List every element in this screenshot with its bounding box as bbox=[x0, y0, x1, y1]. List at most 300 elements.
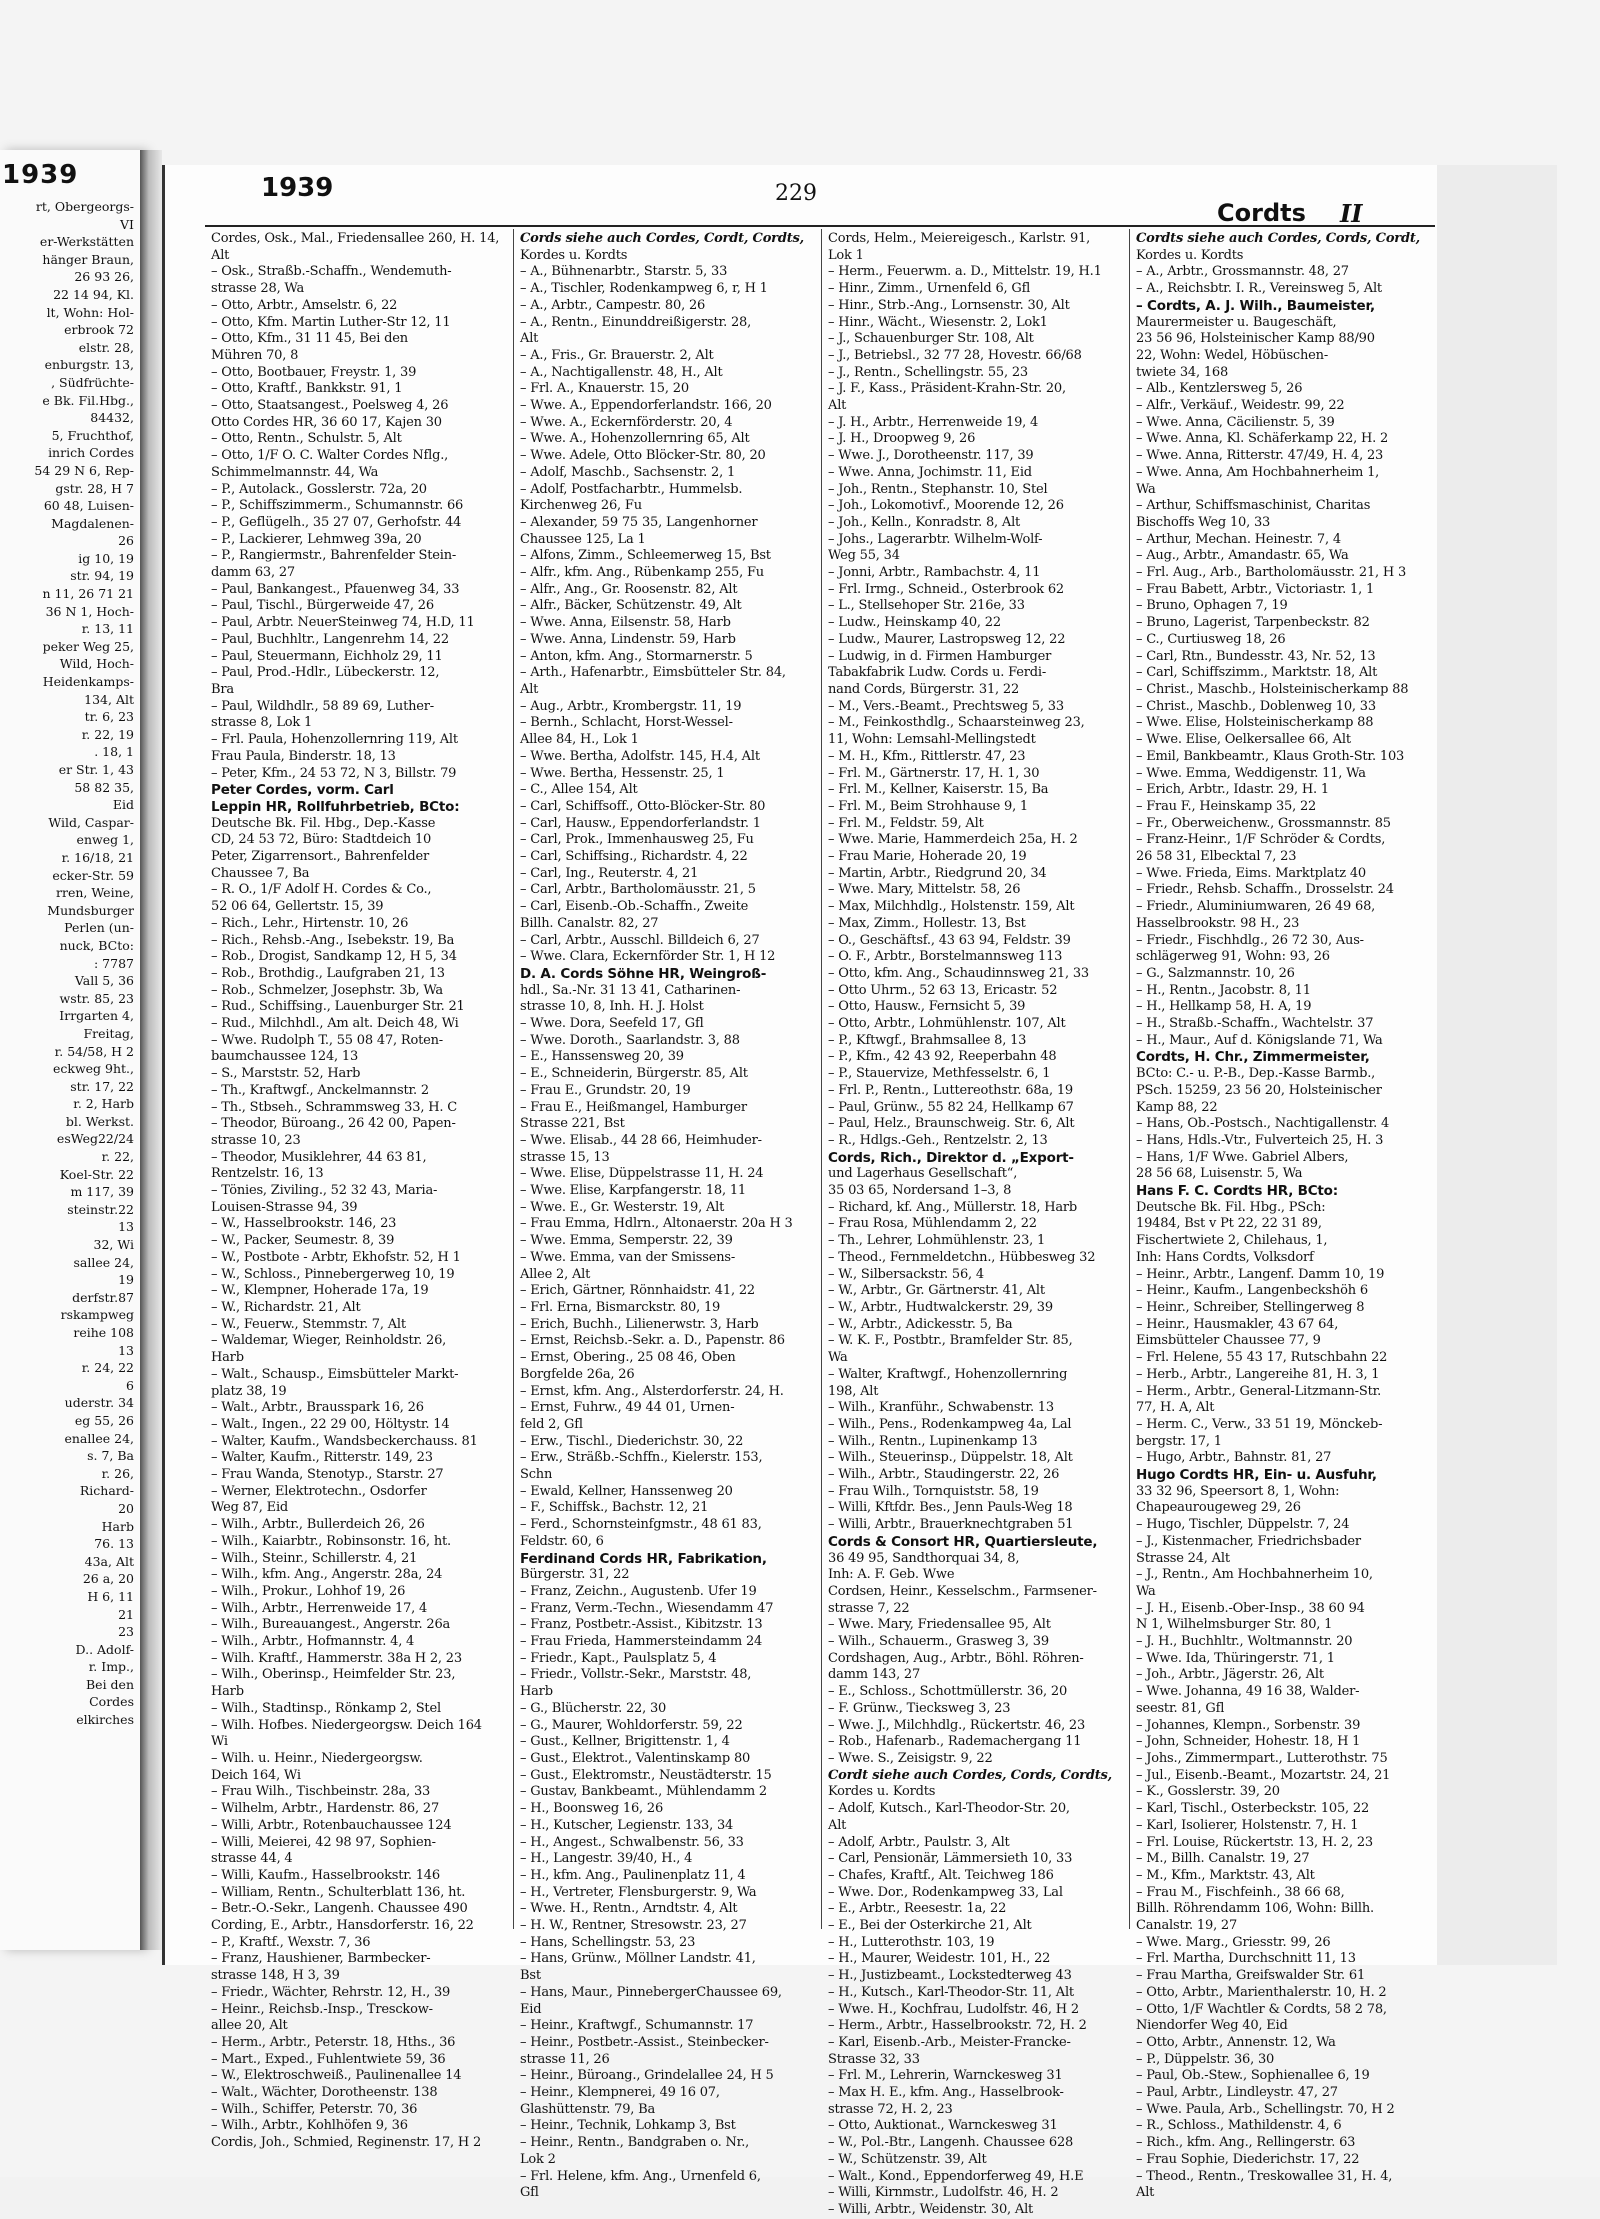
directory-entry-line: – O., Geschäftsf., 43 63 94, Feldstr. 39 bbox=[828, 932, 1071, 948]
adjacent-page-line: s. 7, Ba bbox=[87, 1448, 134, 1464]
directory-entry-line: 19484, Bst v Pt 22, 22 31 89, bbox=[1136, 1216, 1322, 1232]
directory-entry-line: – Willi, Arbtr., Weidenstr. 30, Alt bbox=[828, 2201, 1034, 2217]
directory-entry-line: – Walt., Wächter, Dorotheenstr. 138 bbox=[211, 2085, 438, 2101]
adjacent-page-line: r. 22, bbox=[101, 1149, 134, 1165]
directory-entry-line: – Ernst, Reichsb.-Sekr. a. D., Papenstr. 86 bbox=[520, 1333, 785, 1349]
directory-entry-line: – Joh., Arbtr., Jägerstr. 26, Alt bbox=[1136, 1667, 1324, 1683]
directory-entry-line: – Rob., Brothdig., Laufgraben 21, 13 bbox=[211, 965, 445, 981]
directory-entry-line: schlägerweg 91, Wohn: 93, 26 bbox=[1136, 949, 1330, 965]
directory-entry-line: – Frl. Louise, Rückertstr. 13, H. 2, 23 bbox=[1136, 1834, 1373, 1850]
adjacent-page-line: 13 bbox=[118, 1219, 134, 1235]
directory-entry-line: Peter, Zigarrensort., Bahrenfelder bbox=[211, 849, 429, 865]
adjacent-page-line: 6 bbox=[126, 1377, 134, 1393]
adjacent-page-line: Magdalenen- bbox=[51, 515, 134, 531]
directory-entry-line: Cords & Consort HR, Quartiersleute, bbox=[828, 1533, 1098, 1550]
directory-entry-line: – Wwe. Elise, Holsteinischerkamp 88 bbox=[1136, 715, 1374, 731]
directory-entry-line: – Johs., Zimmermpart., Lutterothstr. 75 bbox=[1136, 1750, 1388, 1766]
directory-entry-line: – Herb., Arbtr., Langereihe 81, H. 3, 1 bbox=[1136, 1366, 1380, 1382]
directory-entry-line: – Wilh., Arbtr., Herrenweide 17, 4 bbox=[211, 1600, 428, 1616]
adjacent-page-line: Cordes bbox=[89, 1694, 134, 1710]
directory-entry-line: Gfl bbox=[520, 2185, 539, 2201]
directory-entry-line: Cords siehe auch Cordes, Cordt, Cordts, bbox=[520, 231, 804, 246]
directory-entry-line: Borgfelde 26a, 26 bbox=[520, 1366, 635, 1382]
directory-entry-line: – J., Rentn., Am Hochbahnerheim 10, bbox=[1136, 1567, 1373, 1583]
directory-entry-line: Wa bbox=[828, 1350, 848, 1366]
directory-entry-line: – Paul, Arbtr. NeuerSteinweg 74, H.D, 11 bbox=[211, 615, 475, 631]
directory-entry-line: – Wilh., Steuerinsp., Düppelstr. 18, Alt bbox=[828, 1450, 1073, 1466]
directory-entry-line: – Wwe. E., Gr. Westerstr. 19, Alt bbox=[520, 1199, 725, 1215]
directory-entry-line: – Herm. C., Verw., 33 51 19, Mönckeb- bbox=[1136, 1416, 1383, 1432]
directory-entry-line: – P., Kfm., 42 43 92, Reeperbahn 48 bbox=[828, 1049, 1057, 1065]
directory-entry-line: – W., Postbote - Arbtr, Ekhofstr. 52, H 1 bbox=[211, 1249, 461, 1265]
directory-entry-line: feld 2, Gfl bbox=[520, 1416, 583, 1432]
directory-entry-line: – W., Packer, Seumestr. 8, 39 bbox=[211, 1233, 395, 1249]
directory-entry-line: – P., Rangiermstr., Bahrenfelder Stein- bbox=[211, 548, 457, 564]
directory-entry-line: 52 06 64, Gellertstr. 15, 39 bbox=[211, 899, 384, 915]
directory-entry-line: – Wilh., Rentn., Lupinenkamp 13 bbox=[828, 1433, 1038, 1449]
directory-entry-line: – Werner, Elektrotechn., Osdorfer bbox=[211, 1483, 427, 1499]
directory-entry-line: – Walter, Kraftwgf., Hohenzollernring bbox=[828, 1366, 1068, 1382]
directory-entry-line: Harb bbox=[211, 1350, 244, 1366]
running-head-volume: II bbox=[1340, 199, 1363, 228]
directory-entry-line: – W., Feuerw., Stemmstr. 7, Alt bbox=[211, 1316, 406, 1332]
adjacent-page-line: sallee 24, bbox=[73, 1254, 134, 1270]
adjacent-page-line: enallee 24, bbox=[64, 1430, 134, 1446]
directory-entry-line: – F., Schiffsk., Bachstr. 12, 21 bbox=[520, 1500, 709, 1516]
directory-entry-line: – Heinr., Technik, Lohkamp 3, Bst bbox=[520, 2118, 736, 2134]
adjacent-page-line: ecker-Str. 59 bbox=[52, 867, 134, 883]
directory-entry-line: – Arth., Hafenarbtr., Eimsbütteler Str. 84, bbox=[520, 665, 786, 681]
directory-entry-line: hdl., Sa.-Nr. 31 13 41, Catharinen- bbox=[520, 982, 741, 998]
adjacent-page-line: Richard- bbox=[79, 1483, 134, 1499]
adjacent-page-line: : 7787 bbox=[94, 955, 134, 971]
directory-entry-line: – Bruno, Ophagen 7, 19 bbox=[1136, 598, 1288, 614]
adjacent-page-line: 58 82 35, bbox=[74, 779, 134, 795]
directory-entry-line: Chaussee 125, La 1 bbox=[520, 531, 646, 547]
directory-entry-line: – Frl. M., Gärtnerstr. 17, H. 1, 30 bbox=[828, 765, 1040, 781]
directory-entry-line: – Willi, Arbtr., Brauerknechtgraben 51 bbox=[828, 1517, 1074, 1533]
directory-entry-line: Hugo Cordts HR, Ein- u. Ausfuhr, bbox=[1136, 1467, 1377, 1484]
directory-entry-line: – Ernst, Fuhrw., 49 44 01, Urnen- bbox=[520, 1400, 735, 1416]
adjacent-page-line: 60 48, Luisen- bbox=[43, 498, 134, 514]
directory-entry-line: Niendorfer Weg 40, Eid bbox=[1136, 2018, 1288, 2034]
directory-entry-line: Frau Paula, Binderstr. 18, 13 bbox=[211, 748, 396, 764]
directory-entry-line: – Wwe. S., Zeisigstr. 9, 22 bbox=[828, 1750, 993, 1766]
adjacent-page-line: r. Imp., bbox=[88, 1659, 134, 1675]
adjacent-page-line: eckweg 9ht., bbox=[52, 1061, 134, 1077]
directory-entry-line: Alt bbox=[828, 1817, 847, 1833]
adjacent-page-text bbox=[0, 198, 138, 1729]
directory-entry-line: – Wwe. Doroth., Saarlandstr. 3, 88 bbox=[520, 1032, 740, 1048]
adjacent-page-line: 22 14 94, Kl. bbox=[53, 286, 134, 302]
directory-entry-line: Cordis, Joh., Schmied, Reginenstr. 17, H 2 bbox=[211, 2135, 482, 2151]
directory-entry-line: – H., Rentn., Jacobstr. 8, 11 bbox=[1136, 982, 1311, 998]
directory-entry-line: – Frau Babett, Arbtr., Victoriastr. 1, 1 bbox=[1136, 581, 1375, 597]
directory-entry-line: – Ewald, Kellner, Hanssenweg 20 bbox=[520, 1483, 733, 1499]
directory-entry-line: – Wwe. Johanna, 49 16 38, Walder- bbox=[1136, 1684, 1360, 1700]
directory-entry-line: – P., Kraftf., Wexstr. 7, 36 bbox=[211, 1934, 371, 1950]
directory-entry-line: Alt bbox=[520, 331, 539, 347]
directory-entry-line: – Rob., Drogist, Sandkamp 12, H 5, 34 bbox=[211, 949, 457, 965]
directory-entry-line: – C., Curtiusweg 18, 26 bbox=[1136, 631, 1286, 647]
adjacent-page-line: elkirches bbox=[76, 1712, 134, 1728]
adjacent-page-line: tr. 6, 23 bbox=[84, 709, 134, 725]
adjacent-page-line: rskampweg bbox=[60, 1307, 134, 1323]
directory-entry-line: – J., Kistenmacher, Friedrichsbader bbox=[1136, 1533, 1361, 1549]
adjacent-page-line: Wild, Caspar- bbox=[48, 814, 134, 830]
directory-entry-line: – Hinr., Wächt., Wiesenstr. 2, Lok1 bbox=[828, 314, 1048, 330]
adjacent-page-line: VI bbox=[120, 216, 134, 232]
directory-entry-line: – Wilh., Schauerm., Grasweg 3, 39 bbox=[828, 1634, 1049, 1650]
directory-entry-line: – Franz-Heinr., 1/F Schröder & Cordts, bbox=[1136, 832, 1386, 848]
directory-entry-line: – Paul, Steuermann, Eichholz 29, 11 bbox=[211, 648, 443, 664]
directory-entry-line: – H., Lutterothstr. 103, 19 bbox=[828, 1934, 995, 1950]
directory-entry-line: – Hans, Maur., PinnebergerChaussee 69, bbox=[520, 1984, 782, 2000]
directory-entry-line: 22, Wohn: Wedel, Höbüschen- bbox=[1136, 347, 1329, 363]
directory-entry-line: – G., Maurer, Wohldorferstr. 59, 22 bbox=[520, 1717, 743, 1733]
directory-entry-line: – Wwe. Marg., Griesstr. 99, 26 bbox=[1136, 1934, 1331, 1950]
directory-entry-line: – Heinr., Schreiber, Stellingerweg 8 bbox=[1136, 1300, 1365, 1315]
directory-entry-line: – Bernh., Schlacht, Horst-Wessel- bbox=[520, 715, 733, 731]
directory-entry-line: – P., Geflügelh., 35 27 07, Gerhofstr. 44 bbox=[211, 514, 462, 530]
directory-entry-line: – Paul, Ob.-Stew., Sophienallee 6, 19 bbox=[1136, 2068, 1370, 2084]
directory-entry-line: – Frau Rosa, Mühlendamm 2, 22 bbox=[828, 1216, 1037, 1232]
directory-entry-line: – M., Billh. Canalstr. 19, 27 bbox=[1136, 1851, 1310, 1867]
directory-entry-line: – Rob., Schmelzer, Josephstr. 3b, Wa bbox=[211, 982, 443, 998]
directory-entry-line: – Martin, Arbtr., Riedgrund 20, 34 bbox=[828, 865, 1047, 881]
adjacent-page-line: 54 29 N 6, Rep- bbox=[34, 462, 134, 478]
adjacent-page-line: enburgstr. 13, bbox=[44, 357, 134, 373]
directory-entry-line: – Joh., Lokomotivf., Moorende 12, 26 bbox=[828, 498, 1064, 514]
directory-entry-line: Wa bbox=[1136, 1583, 1156, 1599]
directory-entry-line: – Gust., Elektromstr., Neustädterstr. 15 bbox=[520, 1767, 772, 1783]
directory-entry-line: – Fr., Oberweichenw., Grossmannstr. 85 bbox=[1136, 815, 1391, 831]
directory-entry-line: – Frau F., Heinskamp 35, 22 bbox=[1136, 798, 1317, 814]
directory-entry-line: – Carl, Prok., Immenhausweg 25, Fu bbox=[520, 832, 754, 848]
directory-entry-line: Kordes u. Kordts bbox=[1136, 247, 1244, 263]
directory-entry-line: – Frl. Aug., Arb., Bartholomäusstr. 21, H 3 bbox=[1136, 565, 1407, 581]
column-1 bbox=[205, 229, 501, 2151]
adjacent-page-line: ig 10, 19 bbox=[78, 550, 134, 566]
adjacent-page-line: derfstr.87 bbox=[72, 1289, 134, 1305]
directory-entry-line: 11, Wohn: Lemsahl-Mellingstedt bbox=[828, 732, 1036, 748]
adjacent-page-line: enweg 1, bbox=[76, 832, 134, 848]
directory-entry-line: – Franz, Verm.-Techn., Wiesendamm 47 bbox=[520, 1600, 774, 1616]
directory-entry-line: Chaussee 7, Ba bbox=[211, 865, 310, 881]
directory-entry-line: – Heinr., Büroang., Grindelallee 24, H 5 bbox=[520, 2068, 774, 2084]
directory-entry-line: – Otto, Arbtr., Marienthalerstr. 10, H. 2 bbox=[1136, 1984, 1387, 2000]
directory-entry-line: – Wwe. H., Kochfrau, Ludolfstr. 46, H 2 bbox=[828, 2001, 1079, 2017]
adjacent-page-line: Bei den bbox=[85, 1676, 134, 1692]
directory-entry-line: Cordt siehe auch Cordes, Cords, Cordts, bbox=[828, 1767, 1112, 1783]
directory-entry-line: – Carl, Arbtr., Ausschl. Billdeich 6, 27 bbox=[520, 932, 760, 948]
adjacent-page-line: er Str. 1, 43 bbox=[58, 762, 134, 777]
directory-entry-line: – Frl. P., Rentn., Luttereothstr. 68a, 19 bbox=[828, 1082, 1073, 1098]
directory-entry-line: – Wwe. Anna, Eilsenstr. 58, Harb bbox=[520, 615, 731, 631]
directory-entry-line: – Carl, Schiffsoff., Otto-Blöcker-Str. 80 bbox=[520, 798, 766, 814]
adjacent-page-line: m 117, 39 bbox=[70, 1184, 134, 1200]
directory-entry-line: – Paul, Grünw., 55 82 24, Hellkamp 67 bbox=[828, 1099, 1074, 1115]
directory-entry-line: – Osk., Straßb.-Schaffn., Wendemuth- bbox=[211, 264, 452, 280]
directory-entry-line: – Friedr., Wächter, Rehrstr. 12, H., 39 bbox=[211, 1984, 451, 2000]
directory-entry-line: – H., kfm. Ang., Paulinenplatz 11, 4 bbox=[520, 1867, 746, 1883]
directory-entry-line: – Bruno, Lagerist, Tarpenbeckstr. 82 bbox=[1136, 615, 1370, 631]
directory-entry-line: – Wwe. Anna, Ritterstr. 47/49, H. 4, 23 bbox=[1136, 448, 1384, 464]
directory-entry-line: Weg 55, 34 bbox=[828, 548, 900, 564]
directory-entry-line: strasse 7, 22 bbox=[828, 1600, 910, 1616]
adjacent-page-line: Vall 5, 36 bbox=[74, 973, 134, 989]
directory-entry-line: – Wilh., Arbtr., Kohlhöfen 9, 36 bbox=[211, 2118, 408, 2134]
directory-entry-line: – H., Langestr. 39/40, H., 4 bbox=[520, 1851, 693, 1867]
directory-entry-line: – Frl. M., Beim Strohhause 9, 1 bbox=[828, 798, 1029, 814]
directory-entry-line: 23 56 96, Holsteinischer Kamp 88/90 bbox=[1136, 331, 1375, 347]
directory-entry-line: – Frau M., Fischfeinh., 38 66 68, bbox=[1136, 1884, 1345, 1900]
directory-entry-line: – Aug., Arbtr., Krombergstr. 11, 19 bbox=[520, 698, 742, 714]
directory-entry-line: – Karl, Isolierer, Holstenstr. 7, H. 1 bbox=[1136, 1817, 1359, 1833]
directory-entry-line: Fischertwiete 2, Chilehaus, 1, bbox=[1136, 1233, 1328, 1249]
directory-entry-line: strasse 28, Wa bbox=[211, 281, 305, 297]
adjacent-page-line: Koel-Str. 22 bbox=[59, 1166, 134, 1182]
adjacent-page-line: uderstr. 34 bbox=[64, 1395, 134, 1411]
directory-entry-line: Harb bbox=[520, 1684, 553, 1700]
directory-entry-line: – Otto, Kfm. Martin Luther-Str 12, 11 bbox=[211, 314, 451, 330]
directory-entry-line: – Wwe. Dor., Rodenkampweg 33, Lal bbox=[828, 1884, 1063, 1900]
directory-entry-line: Louisen-Strasse 94, 39 bbox=[211, 1199, 358, 1215]
directory-entry-line: 36 49 95, Sandthorquai 34, 8, bbox=[828, 1550, 1020, 1566]
adjacent-page-line: 26 93 26, bbox=[74, 269, 134, 285]
directory-entry-line: Otto Cordes HR, 36 60 17, Kajen 30 bbox=[211, 414, 442, 430]
directory-entry-line: – W. K. F., Postbtr., Bramfelder Str. 85, bbox=[828, 1333, 1073, 1349]
directory-entry-line: – J., Betriebsl., 32 77 28, Hovestr. 66/68 bbox=[828, 347, 1082, 363]
directory-entry-line: – Wwe. Anna, Cäcilienstr. 5, 39 bbox=[1136, 414, 1335, 430]
directory-entry-line: PSch. 15259, 23 56 20, Holsteinischer bbox=[1136, 1082, 1382, 1098]
directory-entry-line: – Wwe. Marie, Hammerdeich 25a, H. 2 bbox=[828, 832, 1078, 848]
page-header bbox=[165, 165, 1440, 227]
directory-entry-line: – J. H., Arbtr., Herrenweide 19, 4 bbox=[828, 414, 1039, 430]
directory-entry-line: – Alb., Kentzlersweg 5, 26 bbox=[1136, 381, 1303, 397]
directory-entry-line: Billh. Röhrendamm 106, Wohn: Billh. bbox=[1136, 1901, 1374, 1917]
directory-entry-line: Wi bbox=[211, 1734, 228, 1750]
directory-entry-line: – P., Düppelstr. 36, 30 bbox=[1136, 2051, 1275, 2067]
directory-entry-line: Hans F. C. Cordts HR, BCto: bbox=[1136, 1183, 1338, 1200]
directory-entry-line: Cordshagen, Aug., Arbtr., Böhl. Röhren- bbox=[828, 1650, 1084, 1666]
directory-entry-line: – Arthur, Mechan. Heinestr. 7, 4 bbox=[1136, 531, 1341, 547]
directory-entry-line: strasse 148, H 3, 39 bbox=[211, 1968, 340, 1984]
directory-entry-line: – Max, Milchhdlg., Holstenstr. 159, Alt bbox=[828, 899, 1075, 915]
adjacent-page-line: Perlen (un- bbox=[64, 920, 134, 936]
directory-entry-line: – E., Arbtr., Reesestr. 1a, 22 bbox=[828, 1901, 1007, 1917]
directory-entry-line: – Peter, Kfm., 24 53 72, N 3, Billstr. 79 bbox=[211, 765, 457, 781]
directory-entry-line: 26 58 31, Elbecktal 7, 23 bbox=[1136, 849, 1297, 865]
directory-entry-line: – Wwe. Elisab., 44 28 66, Heimhuder- bbox=[520, 1132, 762, 1148]
directory-entry-line: – Frau Wilh., Tischbeinstr. 28a, 33 bbox=[211, 1784, 431, 1800]
directory-entry-line: Rentzelstr. 16, 13 bbox=[211, 1166, 324, 1182]
directory-entry-line: – Alfons, Zimm., Schleemerweg 15, Bst bbox=[520, 548, 771, 564]
directory-entry-line: – Wwe. Mary, Mittelstr. 58, 26 bbox=[828, 882, 1021, 898]
directory-entry-line: nand Cords, Bürgerstr. 31, 22 bbox=[828, 681, 1020, 697]
column-3 bbox=[821, 229, 1118, 2217]
directory-entry-line: – John, Schneider, Hohestr. 18, H 1 bbox=[1136, 1734, 1361, 1750]
directory-entry-line: – Otto Uhrm., 52 63 13, Ericastr. 52 bbox=[828, 982, 1058, 998]
directory-entry-line: Mühren 70, 8 bbox=[211, 347, 299, 363]
directory-entry-line: – M., Feinkosthdlg., Schaarsteinweg 23, bbox=[828, 715, 1085, 731]
directory-entry-line: strasse 10, 23 bbox=[211, 1132, 301, 1148]
directory-entry-line: – Alfr., Verkäuf., Weidestr. 99, 22 bbox=[1136, 398, 1345, 414]
directory-entry-line: – Wwe. Anna, Jochimstr. 11, Eid bbox=[828, 464, 1032, 480]
directory-entry-line: Kamp 88, 22 bbox=[1136, 1099, 1218, 1115]
directory-entry-line: – H., Kutsch., Karl-Theodor-Str. 11, Alt bbox=[828, 1984, 1074, 2000]
directory-entry-line: – Carl, Schiffsing., Richardstr. 4, 22 bbox=[520, 849, 748, 865]
adjacent-page-line: bl. Werkst. bbox=[65, 1113, 134, 1129]
directory-entry-line: – W., Schützenstr. 39, Alt bbox=[828, 2151, 987, 2167]
directory-entry-line: Kordes u. Kordts bbox=[828, 1784, 936, 1800]
directory-entry-line: – W., Klempner, Hoherade 17a, 19 bbox=[211, 1283, 429, 1299]
directory-entry-line: – Gustav, Bankbeamt., Mühlendamm 2 bbox=[520, 1784, 767, 1800]
directory-entry-line: – Otto, 1/F Wachtler & Cordts, 58 2 78, bbox=[1136, 2001, 1387, 2017]
directory-entry-line: Alt bbox=[520, 681, 539, 697]
directory-entry-line: – Wilh., Arbtr., Bullerdeich 26, 26 bbox=[211, 1517, 425, 1533]
directory-entry-line: – Adolf, Postfacharbtr., Hummelsb. bbox=[520, 481, 743, 497]
adjacent-page-line: D.. Adolf- bbox=[75, 1641, 134, 1657]
directory-entry-line: 198, Alt bbox=[828, 1383, 879, 1399]
directory-entry-line: – C., Allee 154, Alt bbox=[520, 782, 638, 798]
directory-entry-line: – Hans, Hdls.-Vtr., Fulverteich 25, H. 3 bbox=[1136, 1132, 1384, 1148]
adjacent-page-line: 20 bbox=[118, 1500, 134, 1516]
directory-entry-line: – Th., Kraftwgf., Anckelmannstr. 2 bbox=[211, 1082, 429, 1098]
directory-entry-line: – W., Schloss., Pinnebergerweg 10, 19 bbox=[211, 1266, 455, 1282]
directory-entry-line: – Franz, Postbetr.-Assist., Kibitzstr. 13 bbox=[520, 1617, 763, 1633]
directory-entry-line: – Jul., Eisenb.-Beamt., Mozartstr. 24, 21 bbox=[1136, 1767, 1391, 1783]
directory-entry-line: – E., Schloss., Schottmüllerstr. 36, 20 bbox=[828, 1684, 1068, 1700]
directory-entry-line: – Wwe. Elise, Oelkersallee 66, Alt bbox=[1136, 732, 1351, 748]
directory-entry-line: – Walt., Schausp., Eimsbütteler Markt- bbox=[211, 1366, 459, 1382]
directory-entry-line: – Wwe. Clara, Eckernförder Str. 1, H 12 bbox=[520, 949, 776, 965]
directory-entry-line: BCto: C.- u. P.-B., Dep.-Kasse Barmb., bbox=[1136, 1066, 1376, 1082]
directory-entry-line: – Max H. E., kfm. Ang., Hasselbrook- bbox=[828, 2085, 1064, 2101]
directory-page bbox=[162, 165, 1440, 2217]
directory-entry-line: – Anton, kfm. Ang., Stormarnerstr. 5 bbox=[520, 648, 753, 664]
adjacent-page-line: rren, Weine, bbox=[56, 885, 134, 901]
directory-entry-line: Bürgerstr. 31, 22 bbox=[520, 1567, 630, 1583]
directory-entry-line: – Carl, Ing., Reuterstr. 4, 21 bbox=[520, 865, 699, 881]
directory-entry-line: Deutsche Bk. Fil. Hbg., PSch: bbox=[1136, 1199, 1326, 1215]
page-number: 229 bbox=[775, 181, 817, 206]
directory-entry-line: – Wilh. u. Heinr., Niedergeorgsw. bbox=[211, 1750, 423, 1766]
directory-entry-line: strasse 44, 4 bbox=[211, 1851, 293, 1867]
directory-entry-line: – Chafes, Kraftf., Alt. Teichweg 186 bbox=[828, 1867, 1054, 1883]
directory-entry-line: – Walt., Arbtr., Brausspark 16, 26 bbox=[211, 1400, 424, 1416]
directory-entry-line: – Paul, Arbtr., Lindleystr. 47, 27 bbox=[1136, 2085, 1338, 2101]
directory-entry-line: Weg 87, Eid bbox=[211, 1500, 289, 1516]
running-head-surname: Cordts bbox=[1217, 199, 1306, 227]
directory-entry-line: – A., Rentn., Einunddreißigerstr. 28, bbox=[520, 314, 752, 330]
directory-entry-line: – Otto, Hausw., Fernsicht 5, 39 bbox=[828, 999, 1026, 1015]
directory-entry-line: – Wwe. Elise, Düppelstrasse 11, H. 24 bbox=[520, 1166, 764, 1182]
directory-entry-line: Maurermeister u. Baugeschäft, bbox=[1136, 314, 1337, 330]
directory-entry-line: – Friedr., Aluminiumwaren, 26 49 68, bbox=[1136, 899, 1376, 915]
adjacent-page-line: 84432, bbox=[90, 410, 134, 426]
directory-entry-line: – A., Reichsbtr. I. R., Vereinsweg 5, Alt bbox=[1136, 281, 1382, 297]
directory-entry-line: Billh. Canalstr. 82, 27 bbox=[520, 915, 659, 931]
directory-entry-line: Strasse 32, 33 bbox=[828, 2051, 920, 2067]
directory-entry-line: Canalstr. 19, 27 bbox=[1136, 1918, 1238, 1934]
directory-entry-line: Alt bbox=[828, 398, 847, 414]
directory-entry-line: – Carl, Hausw., Eppendorferlandstr. 1 bbox=[520, 815, 761, 831]
directory-entry-line: – E., Schneiderin, Bürgerstr. 85, Alt bbox=[520, 1066, 748, 1082]
directory-entry-line: Allee 84, H., Lok 1 bbox=[520, 732, 639, 748]
directory-entry-line: D. A. Cords Söhne HR, Weingroß- bbox=[520, 965, 767, 982]
directory-entry-line: – Paul, Bankangest., Pfauenweg 34, 33 bbox=[211, 581, 460, 597]
directory-entry-line: – Willi, Meierei, 42 98 97, Sophien- bbox=[211, 1834, 436, 1850]
directory-entry-line: – Wwe. Bertha, Adolfstr. 145, H.4, Alt bbox=[520, 748, 760, 764]
adjacent-page-line: nuck, BCto: bbox=[59, 937, 134, 953]
directory-entry-line: – Carl, Pensionär, Lämmersieth 10, 33 bbox=[828, 1851, 1073, 1867]
directory-entry-line: – Wwe. Paula, Arb., Schellingstr. 70, H 2 bbox=[1136, 2101, 1395, 2117]
adjacent-page-line: er-Werkstätten bbox=[39, 234, 134, 250]
directory-entry-line: – Hinr., Strb.-Ang., Lornsenstr. 30, Alt bbox=[828, 297, 1070, 313]
adjacent-page-line: Wild, Hoch- bbox=[59, 656, 134, 672]
adjacent-page-line: 23 bbox=[118, 1624, 134, 1640]
directory-entry-line: – A., Bühnenarbtr., Starstr. 5, 33 bbox=[520, 264, 728, 280]
directory-entry-line: – H. W., Rentner, Stresowstr. 23, 27 bbox=[520, 1918, 747, 1934]
directory-entry-line: – Rud., Milchhdl., Am alt. Deich 48, Wi bbox=[211, 1016, 459, 1032]
adjacent-page-line: 76. 13 bbox=[94, 1536, 134, 1552]
adjacent-page-line: r. 22, 19 bbox=[81, 726, 134, 742]
directory-entry-line: platz 38, 19 bbox=[211, 1383, 287, 1399]
directory-entry-line: – W., Silbersackstr. 56, 4 bbox=[828, 1266, 984, 1282]
directory-entry-line: Ferdinand Cords HR, Fabrikation, bbox=[520, 1550, 767, 1567]
directory-entry-line: – Otto, Kfm., 31 11 45, Bei den bbox=[211, 331, 408, 347]
directory-entry-line: – H., Angest., Schwalbenstr. 56, 33 bbox=[520, 1834, 744, 1850]
directory-entry-line: – A., Fris., Gr. Brauerstr. 2, Alt bbox=[520, 347, 714, 363]
adjacent-page-line: 134, Alt bbox=[84, 691, 134, 707]
adjacent-page-line: elstr. 28, bbox=[78, 339, 134, 355]
directory-entry-line: Cordts siehe auch Cordes, Cords, Cordt, bbox=[1136, 231, 1420, 246]
adjacent-page-line: Eid bbox=[112, 797, 134, 813]
directory-entry-line: seestr. 81, Gfl bbox=[1136, 1700, 1225, 1716]
directory-entry-line: – Wilh. Kraftf., Hammerstr. 38a H 2, 23 bbox=[211, 1650, 462, 1666]
directory-entry-line: – Hinr., Zimm., Urnenfeld 6, Gfl bbox=[828, 281, 1031, 297]
directory-entry-line: – Wwe. Elise, Karpfangerstr. 18, 11 bbox=[520, 1183, 746, 1199]
directory-entry-line: Feldstr. 60, 6 bbox=[520, 1533, 604, 1549]
directory-entry-line: strasse 8, Lok 1 bbox=[211, 715, 313, 731]
adjacent-page-line: rt, Obergeorgs- bbox=[35, 199, 134, 214]
adjacent-page-line: . 18, 1 bbox=[94, 744, 134, 760]
directory-entry-line: Schimmelmannstr. 44, Wa bbox=[211, 464, 379, 480]
directory-entry-line: Bra bbox=[211, 681, 234, 697]
directory-entry-line: 77, H. A, Alt bbox=[1136, 1400, 1215, 1416]
directory-entry-line: – H., Justizbeamt., Lockstedterweg 43 bbox=[828, 1968, 1072, 1984]
adjacent-page-line: n 11, 26 71 21 bbox=[42, 586, 134, 602]
directory-entry-line: – Wwe. A., Eckernförderstr. 20, 4 bbox=[520, 414, 733, 430]
adjacent-page-line: e Bk. Fil.Hbg., bbox=[42, 392, 134, 408]
directory-entry-line: Inh: A. F. Geb. Wwe bbox=[828, 1567, 955, 1583]
directory-entry-line: – M., Vers.-Beamt., Prechtsweg 5, 33 bbox=[828, 698, 1064, 714]
directory-entry-line: – A., Nachtigallenstr. 48, H., Alt bbox=[520, 364, 723, 380]
directory-entry-line: – Frau E., Heißmangel, Hamburger bbox=[520, 1099, 747, 1115]
directory-entry-line: – Frl. Irmg., Schneid., Osterbrook 62 bbox=[828, 581, 1064, 597]
adjacent-page-line: r. 54/58, H 2 bbox=[54, 1043, 134, 1059]
directory-entry-line: twiete 34, 168 bbox=[1136, 364, 1229, 380]
directory-entry-line: – Frl. Erna, Bismarckstr. 80, 19 bbox=[520, 1300, 721, 1315]
directory-entry-line: – Frl. M., Feldstr. 59, Alt bbox=[828, 815, 984, 831]
directory-entry-line: – Adolf, Maschb., Sachsenstr. 2, 1 bbox=[520, 464, 736, 480]
directory-entry-line: – Richard, kf. Ang., Müllerstr. 18, Harb bbox=[828, 1199, 1078, 1215]
directory-entry-line: – Th., Stbseh., Schrammsweg 33, H. C bbox=[211, 1099, 457, 1115]
directory-entry-line: – Wwe. Rudolph T., 55 08 47, Roten- bbox=[211, 1032, 443, 1048]
directory-entry-line: – Ferd., Schornsteinfgmstr., 48 61 83, bbox=[520, 1517, 762, 1533]
directory-entry-line: – Wwe. A., Eppendorferlandstr. 166, 20 bbox=[520, 398, 772, 414]
